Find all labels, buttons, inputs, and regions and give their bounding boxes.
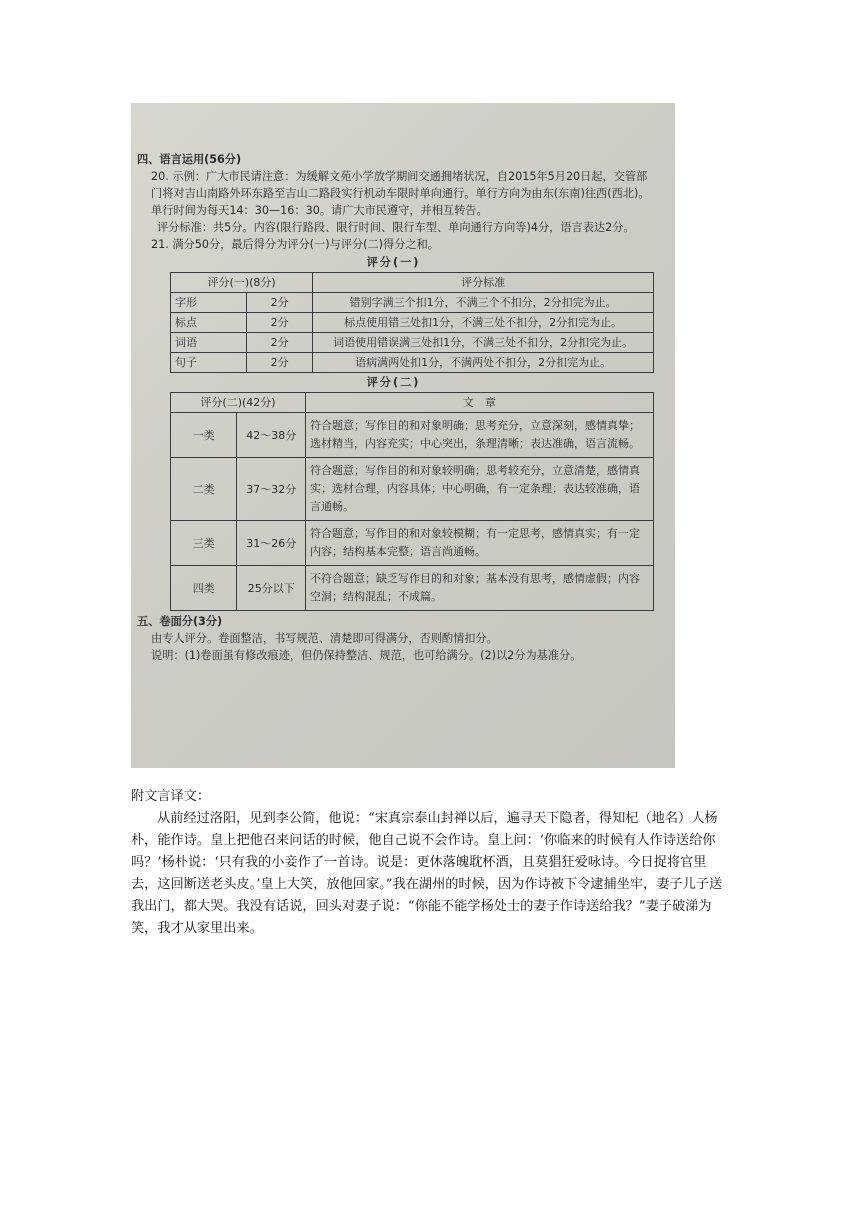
q20-criteria: 评分标准：共5分。内容(限行路段、限行时间、限行车型、单向通行方向等)4分，语言表达2分。 bbox=[157, 221, 635, 234]
table-row bbox=[171, 566, 654, 611]
table1-standard: 语病满两处扣1分，不满两处不扣分，2分扣完为止。 bbox=[313, 353, 654, 373]
table-row bbox=[171, 293, 654, 313]
table2-header-article: 文 章 bbox=[306, 393, 654, 413]
table2-grade: 四类 bbox=[171, 566, 237, 611]
table1-standard: 错别字满三个扣1分，不满三个不扣分，2分扣完为止。 bbox=[313, 293, 654, 313]
table1-title: 评分(一) bbox=[366, 256, 421, 269]
table2-desc: 符合题意；写作目的和对象较模糊；有一定思考，感情真实；有一定内容；结构基本完整；语言尚通畅。 bbox=[306, 521, 654, 566]
table1-standard: 标点使用错三处扣1分，不满三处不扣分，2分扣完为止。 bbox=[313, 313, 654, 333]
table2-range: 31～26分 bbox=[237, 521, 306, 566]
table1-item: 句子 bbox=[171, 353, 247, 373]
section5-heading: 五、卷面分(3分) bbox=[137, 615, 223, 628]
table-row bbox=[171, 353, 654, 373]
table-row bbox=[171, 521, 654, 566]
table2-range: 37～32分 bbox=[237, 458, 306, 521]
table1-score: 2分 bbox=[247, 353, 313, 373]
translation-section bbox=[131, 786, 731, 940]
table-row bbox=[171, 313, 654, 333]
table-row bbox=[171, 458, 654, 521]
answer-key-photo bbox=[131, 103, 675, 768]
table-header-row bbox=[171, 393, 654, 413]
section5-line2: 说明：(1)卷面虽有修改痕迹，但仍保持整洁、规范，也可给满分。(2)以2分为基准分。 bbox=[151, 649, 582, 662]
q20-text: 20. 示例：广大市民请注意：为缓解文苑小学放学期间交通拥堵状况，自2015年5月20日起，交管部门将对吉山南路外环东路至吉山二路段实行机动车限时单向通行。单行方向为由东(东南)往西(西北)。单行时间为每天14：30—16：30。请广大市民遵守，并相互转告。 bbox=[151, 170, 650, 217]
table2-grade: 二类 bbox=[171, 458, 237, 521]
table2-header-item: 评分(二)(42分) bbox=[171, 393, 306, 413]
table2-title: 评分(二) bbox=[366, 376, 421, 389]
scoring-table-1 bbox=[170, 272, 654, 373]
table2-desc: 符合题意；写作目的和对象明确；思考充分，立意深刻，感情真挚；选材精当，内容充实；中心突出，条理清晰；表达准确，语言流畅。 bbox=[306, 413, 654, 458]
table2-range: 25分以下 bbox=[237, 566, 306, 611]
table1-score: 2分 bbox=[247, 293, 313, 313]
table1-score: 2分 bbox=[247, 333, 313, 353]
table1-item: 字形 bbox=[171, 293, 247, 313]
table1-standard: 词语使用错误满三处扣1分，不满三处不扣分，2分扣完为止。 bbox=[313, 333, 654, 353]
table1-score: 2分 bbox=[247, 313, 313, 333]
section4-heading: 四、语言运用(56分) bbox=[137, 153, 242, 166]
table2-grade: 一类 bbox=[171, 413, 237, 458]
translation-body: 从前经过洛阳，见到李公简，他说：“宋真宗泰山封禅以后，遍寻天下隐者，得知杞（地名）人杨朴，能作诗。皇上把他召来问话的时候，他自己说不会作诗。皇上问：‘你临来的时候有人作诗送给你吗？’杨朴说：‘只有我的小妾作了一首诗。说是：更休落魄耽杯酒，且莫猖狂爱咏诗。今日捉将官里去，这回断送老头皮。’皇上大笑，放他回家。”我在湖州的时候，因为作诗被下令逮捕坐牢，妻子儿子送我出门，都大哭。我没有话说，回头对妻子说：“你能不能学杨处士的妻子作诗送给我？”妻子破涕为笑，我才从家里出来。 bbox=[131, 811, 723, 936]
table2-desc: 不符合题意；缺乏写作目的和对象；基本没有思考，感情虚假；内容空洞；结构混乱；不成篇。 bbox=[306, 566, 654, 611]
table2-range: 42～38分 bbox=[237, 413, 306, 458]
translation-heading: 附文言译文： bbox=[131, 789, 211, 804]
q21-text: 21. 满分50分，最后得分为评分(一)与评分(二)得分之和。 bbox=[151, 238, 439, 251]
table-row bbox=[171, 413, 654, 458]
table1-item: 词语 bbox=[171, 333, 247, 353]
table2-grade: 三类 bbox=[171, 521, 237, 566]
table1-header-standard: 评分标准 bbox=[313, 273, 654, 293]
table-header-row bbox=[171, 273, 654, 293]
scoring-table-2 bbox=[170, 392, 654, 611]
table1-item: 标点 bbox=[171, 313, 247, 333]
table-row bbox=[171, 333, 654, 353]
table1-header-item: 评分(一)(8分) bbox=[171, 273, 313, 293]
section5-line1: 由专人评分。卷面整洁，书写规范、清楚即可得满分，否则酌情扣分。 bbox=[151, 632, 498, 645]
table2-desc: 符合题意；写作目的和对象较明确；思考较充分，立意清楚，感情真实；选材合理，内容具体；中心明确，有一定条理；表达较准确，语言通畅。 bbox=[306, 458, 654, 521]
